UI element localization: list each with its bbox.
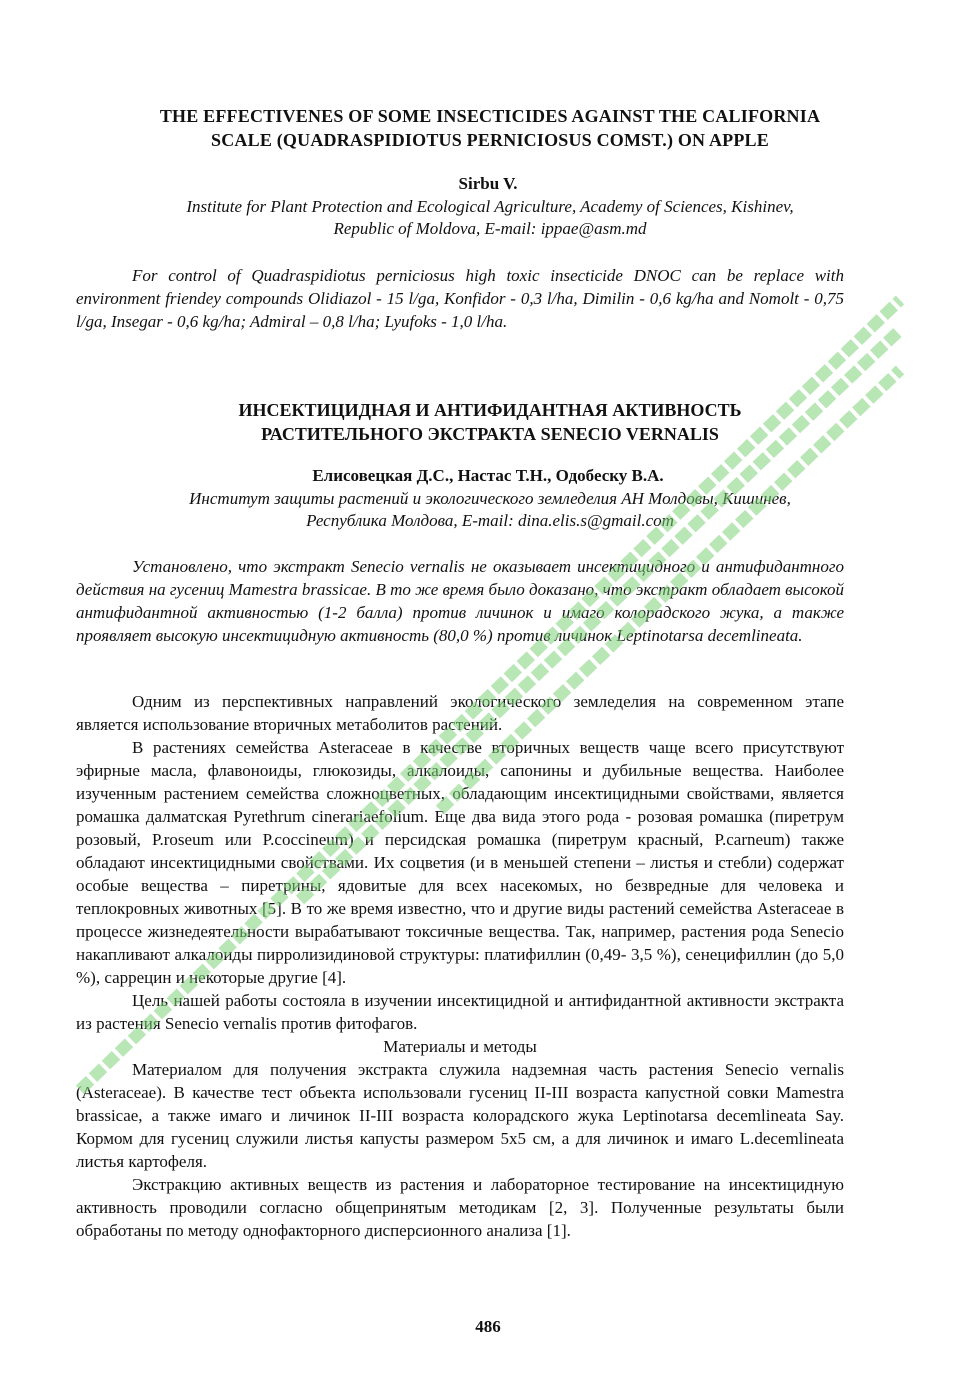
article1-abstract: For control of Quadraspidiotus perniciosus high toxic insecticide DNOC can be replace with environment friendey compounds Olidiazol - 15 l/ga, Konfidor - 0,3 l/ha, Dimilin - 0,6 kg/ha and Nomolt - 0,75 l/ga, Insegar - 0,6 kg/ha; Admiral – 0,8 l/ha; Lyufoks - 1,0 l/ha. <box>76 266 844 331</box>
article1-affiliation-line1: Institute for Plant Protection and Ecological Agriculture, Academy of Sciences, Kishinev, <box>186 197 794 216</box>
body-paragraph: Цель нашей работы состояла в изучении инсектицидной и антифидантной активности экстракта из растения Senecio vernalis против фитофагов. <box>76 991 844 1033</box>
body-paragraph: В растениях семейства Asteraceae в качестве вторичных веществ чаще всего присутствуют эфирные масла, флавоноиды, глюкозиды, алкалоиды, сапонины и дубильные вещества. Наиболее изученным растением семейства сложноцветных, обладающим инсектицидными свойствами, является ромашка далматская Pyrethrum cinerariaefolium. Еще два вида этого рода - розовая ромашка (пиретрум розовый, P.roseum или P.coccineum) и персидская ромашка (пиретрум красный, P.carneum) также обладают инсектицидными свойствами. Их соцветия (и в меньшей степени – листья и стебли) содержат особые вещества – пиретрины, ядовитые для всех насекомых, но безвредные для человека и теплокровных животных [5]. В то же время известно, что и другие виды растений семейства Asteraceae в процессе жизнедеятельности вырабатывают токсичные вещества. Так, например, растения рода Senecio накапливают алкалоиды пирролизидиновой структуры: платифиллин (0,49- 3,5 %), сенецифиллин (до 5,0 %), саррецин и некоторые другие [4]. <box>76 738 844 987</box>
article2-body <box>76 690 844 1242</box>
article1-title-line1: THE EFFECTIVENES OF SOME INSECTICIDES AGAINST THE CALIFORNIA <box>159 106 821 126</box>
article2-abstract: Установлено, что экстракт Senecio vernalis не оказывает инсектицидного и антифидантного действия на гусениц Mamestra brassicae. В то же время было доказано, что экстракт обладает высокой антифидантной активностью (1-2 балла) против личинок и имаго колорадского жука, а также проявляет высокую инсектицидную активность (80,0 %) против личинок Leptinotarsa decemlineata. <box>76 557 844 645</box>
body-paragraph: Экстракцию активных веществ из растения и лабораторное тестирование на инсектицидную активность проводили согласно общепринятым методикам [2, 3]. Полученные результаты были обработаны по методу однофакторного дисперсионного анализа [1]. <box>76 1175 844 1240</box>
article2-authors: Елисовецкая Д.С., Настас Т.Н., Одобеску В.А. <box>312 466 664 485</box>
article1-affiliation <box>90 196 890 240</box>
article1-title-line2: SCALE (QUADRASPIDIOTUS PERNICIOSUS COMST.) ON APPLE <box>211 130 769 150</box>
section-heading: Материалы и методы <box>383 1037 537 1056</box>
article2-title-line2: РАСТИТЕЛЬНОГО ЭКСТРАКТА SENECIO VERNALIS <box>261 424 719 444</box>
page-number: 486 <box>475 1317 501 1336</box>
body-paragraph: Одним из перспективных направлений экологического земледелия на современном этапе является использование вторичных метаболитов растений. <box>76 692 844 734</box>
article2-title-line1: ИНСЕКТИЦИДНАЯ И АНТИФИДАНТНАЯ АКТИВНОСТЬ <box>238 400 742 420</box>
article2-title <box>90 398 890 446</box>
article1-author: Sirbu V. <box>458 174 518 193</box>
article2-affiliation <box>90 488 890 532</box>
article2-affiliation-line2: Республика Молдова, E-mail: dina.elis.s@gmail.com <box>306 511 674 530</box>
article1-affiliation-line2: Republic of Moldova, E-mail: ippae@asm.md <box>333 219 647 238</box>
body-paragraph: Материалом для получения экстракта служила надземная часть растения Senecio vernalis (Asteraceae). В качестве тест объекта использовали гусениц II-III возраста капустной совки Mamestra brassicae, а также имаго и личинок II-III возраста колорадского жука Leptinotarsa decemlineata Say. Кормом для гусениц служили листья капусты размером 5х5 см, а для личинок и имаго L.decemlineata листья картофеля. <box>76 1060 844 1171</box>
article1-title <box>90 104 890 152</box>
article2-affiliation-line1: Институт защиты растений и экологического земледелия АН Молдовы, Кишинев, <box>189 489 791 508</box>
